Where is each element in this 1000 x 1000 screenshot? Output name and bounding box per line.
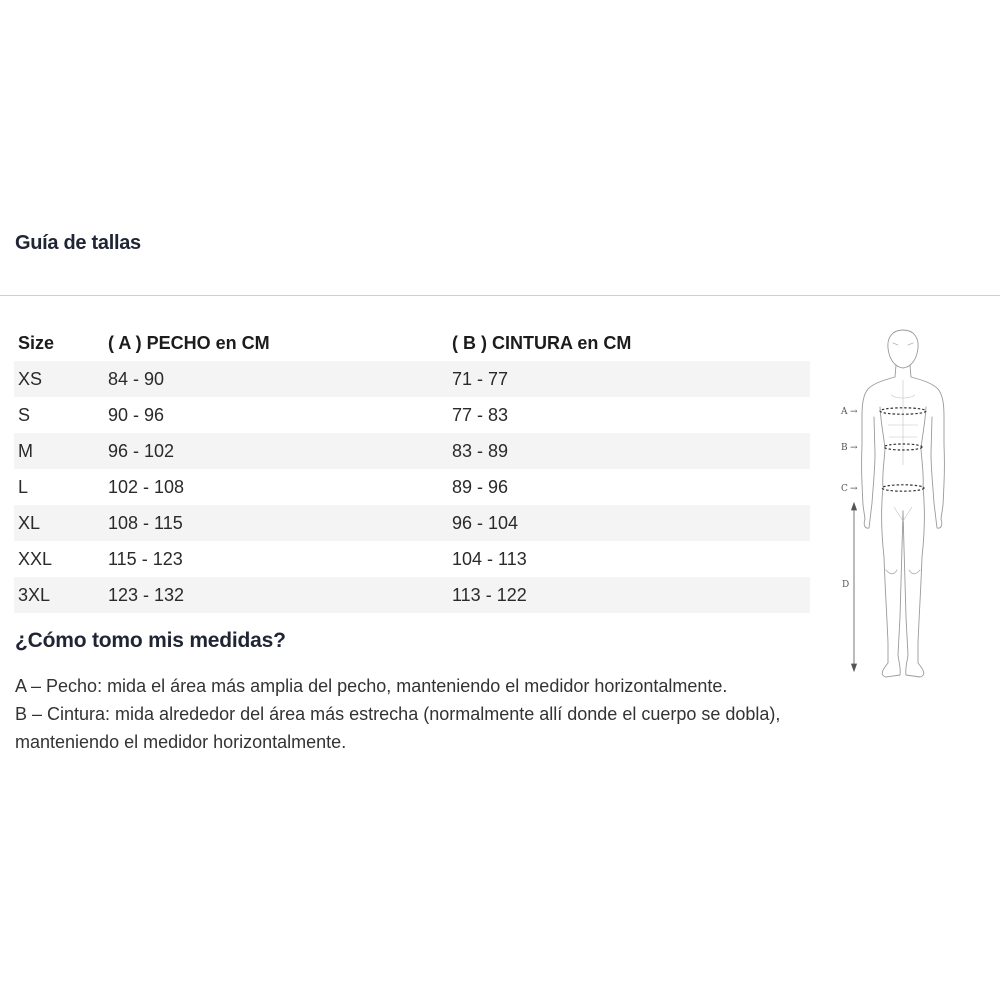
cell-chest: 123 - 132	[104, 577, 448, 613]
figure-arrow-a: →	[850, 407, 858, 417]
figure-label-c: C	[841, 484, 848, 494]
cell-size: L	[18, 476, 29, 497]
body-measurement-diagram-icon	[836, 325, 970, 690]
column-header-size: Size	[18, 332, 55, 353]
column-header-chest: ( A ) PECHO en CM	[108, 332, 270, 353]
cell-waist: 104 - 113	[452, 548, 527, 569]
measurement-instructions	[15, 672, 815, 756]
measurement-instructions-title: ¿Cómo tomo mis medidas?	[15, 629, 286, 652]
cell-chest: 90 - 96	[108, 404, 165, 425]
cell-size: XS	[14, 361, 104, 397]
page-title: Guía de tallas	[15, 232, 141, 254]
instruction-waist: B – Cintura: mida alrededor del área más estrecha (normalmente allí donde el cuerpo se dobla), manteniendo el medidor horizontalmente.	[15, 704, 781, 752]
cell-waist: 77 - 83	[452, 404, 509, 425]
table-row	[14, 505, 810, 541]
table-row	[14, 433, 810, 469]
cell-chest: 102 - 108	[108, 476, 185, 497]
table-row	[14, 361, 810, 397]
cell-size: XXL	[18, 548, 53, 569]
table-row	[14, 397, 810, 433]
cell-waist: 71 - 77	[448, 361, 810, 397]
cell-size: M	[14, 433, 104, 469]
cell-chest: 108 - 115	[104, 505, 448, 541]
table-row	[14, 469, 810, 505]
cell-size: 3XL	[14, 577, 104, 613]
table-row	[14, 541, 810, 577]
instruction-chest: A – Pecho: mida el área más amplia del pecho, manteniendo el medidor horizontalmente.	[15, 676, 728, 696]
figure-arrow-b: →	[850, 443, 858, 453]
cell-waist: 83 - 89	[448, 433, 810, 469]
figure-label-d: D	[842, 580, 850, 590]
cell-size: XL	[14, 505, 104, 541]
cell-waist: 89 - 96	[452, 476, 509, 497]
figure-label-a: A	[841, 407, 848, 417]
cell-size: S	[18, 404, 31, 425]
cell-waist: 113 - 122	[448, 577, 810, 613]
cell-chest: 115 - 123	[108, 548, 183, 569]
cell-waist: 96 - 104	[448, 505, 810, 541]
figure-arrow-c: →	[850, 484, 858, 494]
size-table	[14, 325, 810, 613]
figure-label-b: B	[841, 443, 848, 453]
column-header-waist: ( B ) CINTURA en CM	[452, 332, 632, 353]
table-header-row	[14, 325, 810, 361]
cell-chest: 84 - 90	[104, 361, 448, 397]
table-row	[14, 577, 810, 613]
header-divider	[0, 295, 1000, 296]
cell-chest: 96 - 102	[104, 433, 448, 469]
